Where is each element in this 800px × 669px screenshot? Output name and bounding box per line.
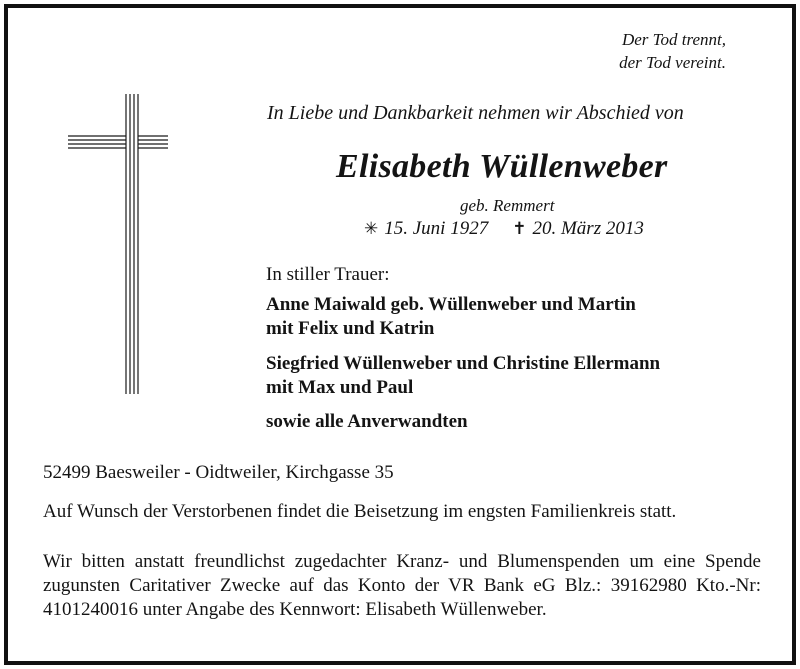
dagger-death-icon: ✝ <box>512 219 527 238</box>
mourner-group-2-line-2: mit Max und Paul <box>266 377 414 398</box>
maiden-name: geb. Remmert <box>460 196 555 215</box>
intro-text: In Liebe und Dankbarkeit nehmen wir Abschied von <box>267 102 684 124</box>
mourner-group-1-line-1: Anne Maiwald geb. Wüllenweber und Martin <box>266 294 636 315</box>
mourner-group-2 <box>266 352 660 400</box>
motto-line-1: Der Tod trennt, <box>621 30 726 49</box>
birth-date: 15. Juni 1927 <box>384 218 489 239</box>
deceased-name: Elisabeth Wüllenweber <box>336 148 668 185</box>
motto <box>619 28 726 74</box>
mourner-group-2-line-1: Siegfried Wüllenweber und Christine Ellermann <box>266 353 661 374</box>
other-relatives: sowie alle Anverwandten <box>266 411 468 432</box>
life-dates <box>364 218 644 240</box>
death-date: 20. März 2013 <box>532 218 644 239</box>
funeral-notice: Auf Wunsch der Verstorbenen findet die Beisetzung im engsten Familienkreis statt. <box>43 501 677 522</box>
mourning-heading: In stiller Trauer: <box>266 264 390 285</box>
donation-notice: Wir bitten anstatt freundlichst zugedachter Kranz- und Blumenspenden um eine Spende zugunsten Caritativer Zwecke auf das Konto der VR Bank eG Blz.: 39162980 Kto.-Nr: 4101240016 unter Angabe des Kennwort: Elisabeth Wüllenweber. <box>43 551 761 620</box>
asterisk-birth-icon: ✳ <box>364 219 379 238</box>
address: 52499 Baesweiler - Oidtweiler, Kirchgasse 35 <box>43 462 394 483</box>
mourner-group-1 <box>266 293 636 341</box>
mourner-group-1-line-2: mit Felix und Katrin <box>266 318 435 339</box>
motto-line-2: der Tod vereint. <box>619 53 726 72</box>
cross-icon <box>66 94 176 394</box>
obituary-frame <box>4 4 796 665</box>
